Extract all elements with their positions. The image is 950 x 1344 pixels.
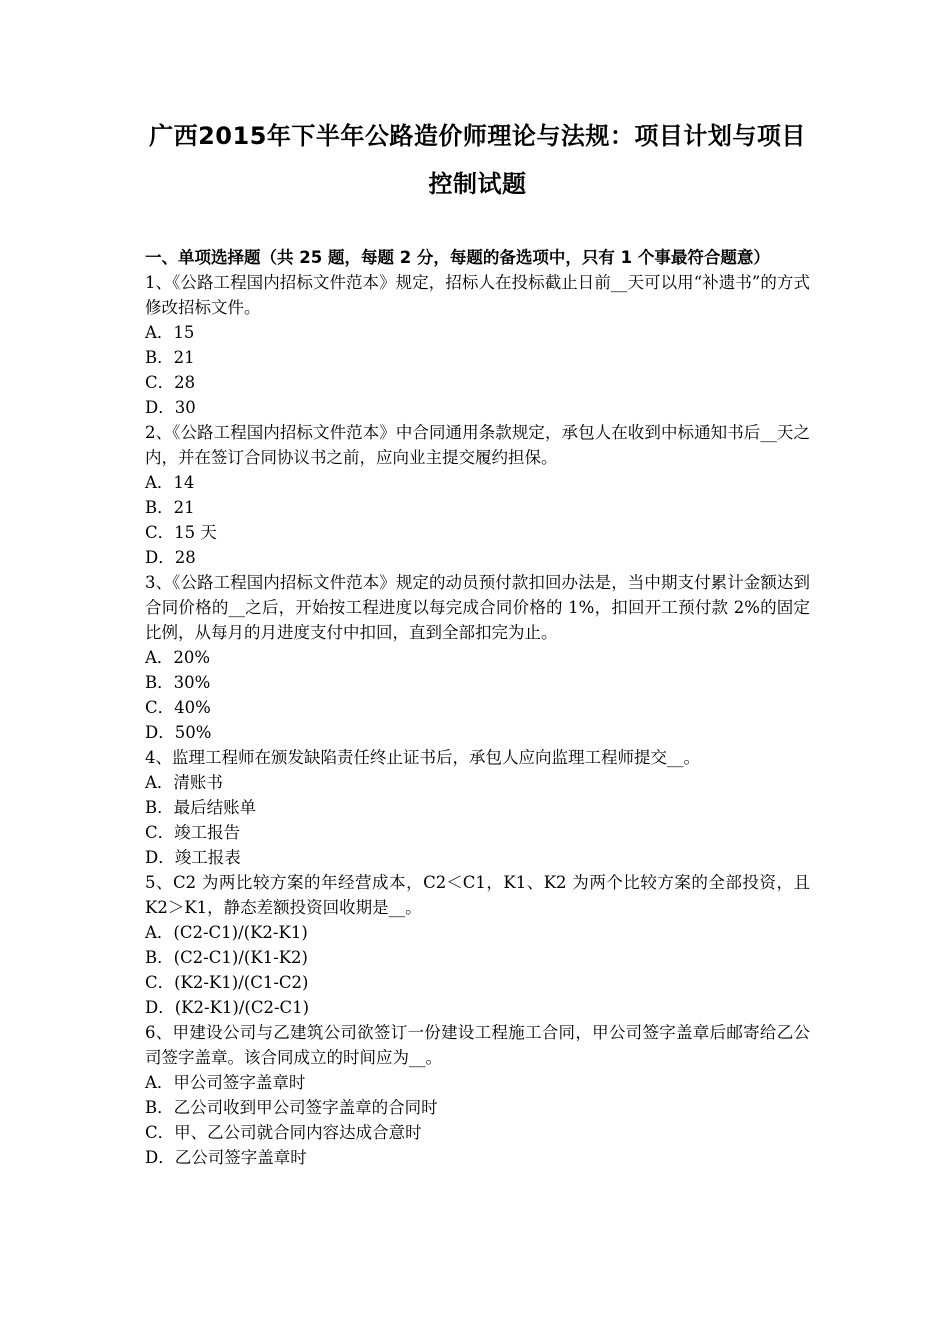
option-b: B．21 (145, 348, 195, 367)
option-c: C．15 天 (145, 523, 217, 542)
option-c: C．甲、乙公司就合同内容达成合意时 (145, 1123, 422, 1142)
document-page (145, 112, 810, 1170)
section-heading: 一、单项选择题（共 25 题，每题 2 分，每题的备选项中，只有 1 个事最符合题意） (145, 248, 770, 267)
question-5 (145, 870, 810, 1020)
option-a: A．(C2-C1)/(K2-K1) (145, 923, 308, 942)
question-1 (145, 270, 810, 420)
question-stem: 3、《公路工程国内招标文件范本》规定的动员预付款扣回办法是，当中期支付累计金额达到合同价格的__之后，开始按工程进度以每完成合同价格的 1%，扣回开工预付款 2%的固定比例，从每月的月进度支付中扣回，直到全部扣完为止。 (145, 573, 810, 642)
option-a: A．清账书 (145, 773, 223, 792)
option-b: B．30% (145, 673, 211, 692)
option-c: C．28 (145, 373, 196, 392)
question-stem: 6、甲建设公司与乙建筑公司欲签订一份建设工程施工合同，甲公司签字盖章后邮寄给乙公司签字盖章。该合同成立的时间应为__。 (145, 1023, 810, 1067)
question-stem: 4、监理工程师在颁发缺陷责任终止证书后，承包人应向监理工程师提交__。 (145, 748, 700, 767)
option-b: B．乙公司收到甲公司签字盖章的合同时 (145, 1098, 438, 1117)
question-stem: 2、《公路工程国内招标文件范本》中合同通用条款规定，承包人在收到中标通知书后__天之内，并在签订合同协议书之前，应向业主提交履约担保。 (145, 423, 810, 467)
option-d: D．竣工报表 (145, 848, 241, 867)
question-4 (145, 745, 810, 870)
option-c: C．(K2-K1)/(C1-C2) (145, 973, 309, 992)
document-title: 广西2015年下半年公路造价师理论与法规：项目计划与项目控制试题 (149, 122, 806, 198)
option-b: B．(C2-C1)/(K1-K2) (145, 948, 308, 967)
option-c: C．40% (145, 698, 211, 717)
option-a: A．甲公司签字盖章时 (145, 1073, 306, 1092)
question-6 (145, 1020, 810, 1170)
question-stem: 1、《公路工程国内招标文件范本》规定，招标人在投标截止日前__天可以用“补遗书”的方式修改招标文件。 (145, 273, 810, 317)
option-c: C．竣工报告 (145, 823, 241, 842)
option-a: A．20% (145, 648, 211, 667)
option-a: A．14 (145, 473, 195, 492)
option-d: D．(K2-K1)/(C2-C1) (145, 998, 310, 1017)
option-a: A．15 (145, 323, 195, 342)
question-stem: 5、C2 为两比较方案的年经营成本，C2＜C1，K1、K2 为两个比较方案的全部投资，且 K2＞K1，静态差额投资回收期是__。 (145, 873, 810, 917)
option-d: D．乙公司签字盖章时 (145, 1148, 307, 1167)
option-d: D．30 (145, 398, 196, 417)
question-2 (145, 420, 810, 570)
question-3 (145, 570, 810, 745)
option-b: B．21 (145, 498, 195, 517)
option-d: D．50% (145, 723, 212, 742)
option-d: D．28 (145, 548, 196, 567)
option-b: B．最后结账单 (145, 798, 257, 817)
